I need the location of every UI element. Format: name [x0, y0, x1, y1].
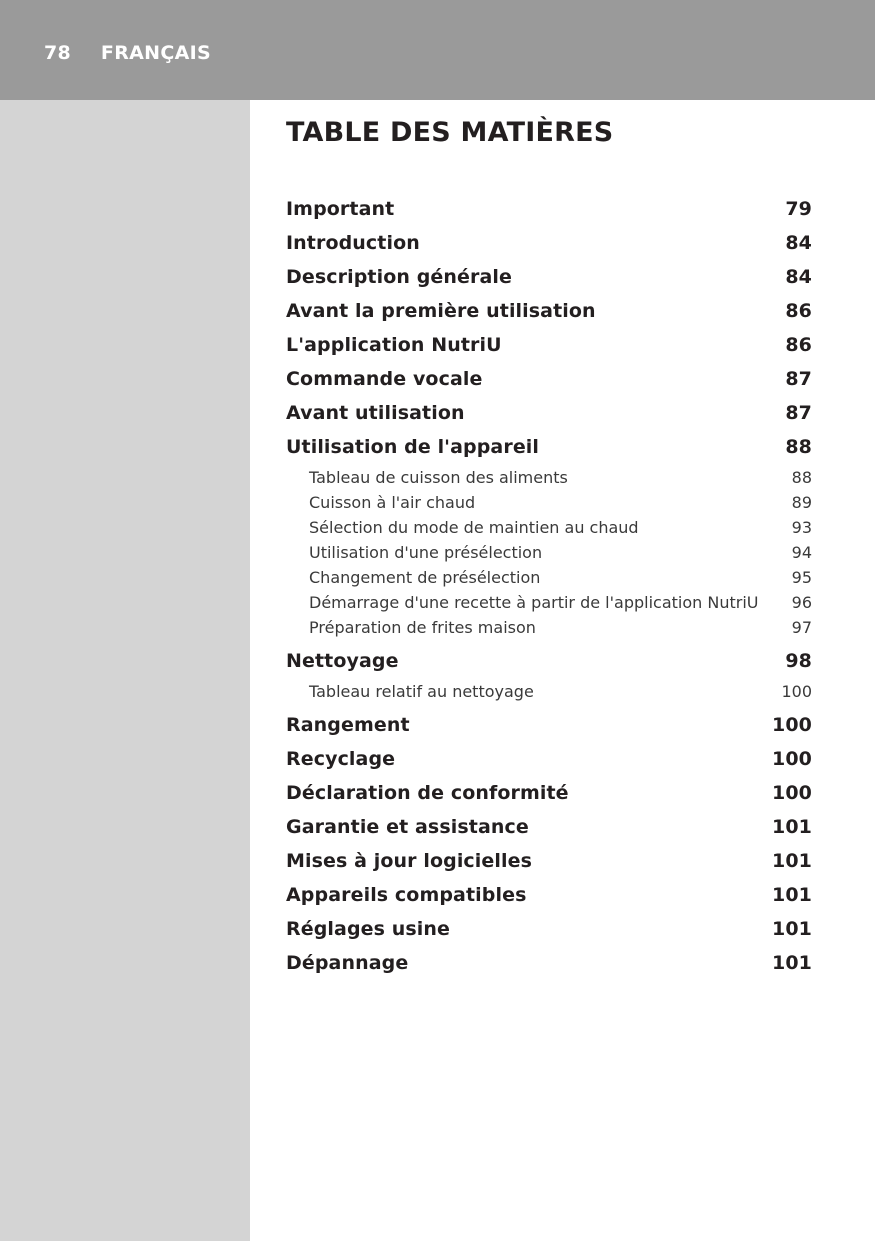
toc-entry[interactable]	[286, 192, 812, 226]
toc-entry-page: 101	[772, 850, 812, 872]
page-header	[0, 0, 875, 100]
toc-entry-page: 87	[785, 402, 812, 424]
toc-subentry-title: Sélection du mode de maintien au chaud	[309, 518, 639, 537]
toc-entry[interactable]	[286, 878, 812, 912]
toc-entry-title: Description générale	[286, 266, 512, 288]
toc-entry-page: 87	[785, 368, 812, 390]
toc-entry-page: 100	[772, 782, 812, 804]
toc-entry[interactable]	[286, 810, 812, 844]
toc-subentry-page: 88	[791, 468, 812, 487]
toc-entry-title: Avant utilisation	[286, 402, 465, 424]
toc-subentry[interactable]	[286, 515, 812, 540]
toc-list	[286, 192, 812, 980]
toc-entry[interactable]	[286, 396, 812, 430]
toc-subentry-page: 97	[791, 618, 812, 637]
toc-entry-page: 79	[785, 198, 812, 220]
toc-entry-title: Introduction	[286, 232, 420, 254]
toc-subentry-page: 96	[791, 593, 812, 612]
toc-entry-page: 98	[785, 650, 812, 672]
toc-entry-page: 100	[772, 714, 812, 736]
toc-subentry-title: Préparation de frites maison	[309, 618, 536, 637]
toc-entry[interactable]	[286, 708, 812, 742]
toc-subentry-page: 95	[791, 568, 812, 587]
toc-entry-title: L'application NutriU	[286, 334, 502, 356]
toc-entry-title: Déclaration de conformité	[286, 782, 569, 804]
toc-entry-page: 84	[785, 232, 812, 254]
toc-entry[interactable]	[286, 294, 812, 328]
left-sidebar	[0, 100, 250, 1241]
header-text	[44, 42, 211, 64]
toc-entry[interactable]	[286, 328, 812, 362]
toc-subentry[interactable]	[286, 679, 812, 704]
toc-subentry[interactable]	[286, 465, 812, 490]
toc-subentry-title: Tableau relatif au nettoyage	[309, 682, 534, 701]
toc-subentry-page: 94	[791, 543, 812, 562]
toc-entry[interactable]	[286, 362, 812, 396]
page-number: 78	[44, 42, 72, 64]
toc-entry-title: Garantie et assistance	[286, 816, 529, 838]
toc-entry-title: Recyclage	[286, 748, 396, 770]
toc-entry[interactable]	[286, 844, 812, 878]
toc-subentry-page: 89	[791, 493, 812, 512]
toc-subentry[interactable]	[286, 615, 812, 640]
toc-entry-page: 101	[772, 918, 812, 940]
toc-entry[interactable]	[286, 644, 812, 678]
toc-entry-title: Rangement	[286, 714, 410, 736]
toc-entry-page: 86	[785, 334, 812, 356]
toc-entry-title: Mises à jour logicielles	[286, 850, 533, 872]
toc-entry-title: Important	[286, 198, 395, 220]
toc-entry[interactable]	[286, 742, 812, 776]
toc-subentry[interactable]	[286, 540, 812, 565]
toc-entry[interactable]	[286, 226, 812, 260]
toc-entry-title: Utilisation de l'appareil	[286, 436, 540, 458]
toc-entry-page: 86	[785, 300, 812, 322]
toc-entry-page: 100	[772, 748, 812, 770]
toc-subentry-title: Changement de présélection	[309, 568, 541, 587]
toc-entry[interactable]	[286, 430, 812, 464]
toc-subentry-title: Démarrage d'une recette à partir de l'application NutriU	[309, 593, 759, 612]
language-label: FRANÇAIS	[100, 42, 211, 64]
table-of-contents	[286, 100, 812, 980]
toc-entry[interactable]	[286, 912, 812, 946]
toc-title: TABLE DES MATIÈRES	[286, 117, 614, 148]
toc-entry-page: 101	[772, 952, 812, 974]
toc-subentry-title: Cuisson à l'air chaud	[309, 493, 476, 512]
toc-entry[interactable]	[286, 260, 812, 294]
toc-entry-title: Avant la première utilisation	[286, 300, 596, 322]
toc-entry-title: Nettoyage	[286, 650, 399, 672]
toc-entry-page: 101	[772, 816, 812, 838]
toc-subentry[interactable]	[286, 565, 812, 590]
toc-entry-title: Réglages usine	[286, 918, 451, 940]
toc-subentry-page: 93	[791, 518, 812, 537]
toc-subentry[interactable]	[286, 490, 812, 515]
toc-subentry[interactable]	[286, 590, 812, 615]
toc-entry-title: Commande vocale	[286, 368, 483, 390]
toc-entry[interactable]	[286, 776, 812, 810]
toc-entry-title: Dépannage	[286, 952, 409, 974]
toc-entry-page: 88	[785, 436, 812, 458]
toc-subentry-title: Utilisation d'une présélection	[309, 543, 543, 562]
toc-entry-title: Appareils compatibles	[286, 884, 527, 906]
toc-subentry-title: Tableau de cuisson des aliments	[309, 468, 568, 487]
toc-subentry-page: 100	[781, 682, 812, 701]
toc-entry[interactable]	[286, 946, 812, 980]
toc-entry-page: 101	[772, 884, 812, 906]
toc-entry-page: 84	[785, 266, 812, 288]
